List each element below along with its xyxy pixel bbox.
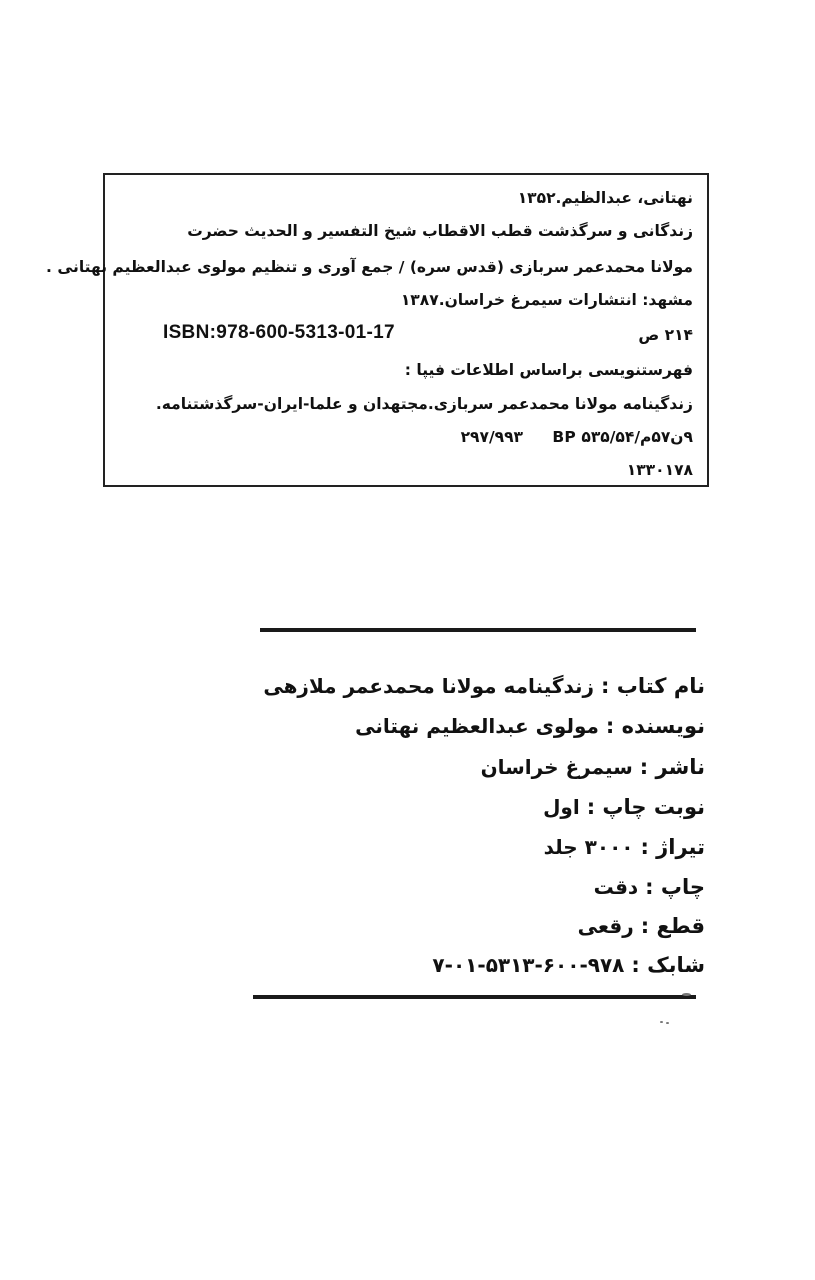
cip-pages: ۲۱۴ ص	[638, 326, 693, 344]
info-print-run	[544, 835, 705, 859]
info-edition	[543, 795, 705, 819]
scan-speck	[682, 993, 691, 996]
info-edition-value: اول	[543, 795, 580, 819]
info-print-run-key: تیراژ :	[640, 835, 705, 859]
info-book-title-key: نام کتاب :	[601, 674, 705, 698]
cip-title-line-2: مولانا محمدعمر سربازی (قدس سره) / جمع آوری و تنظیم مولوی عبدالعظیم نهتانی .	[46, 258, 693, 276]
info-printer-key: چاپ :	[645, 875, 705, 899]
info-author-value: مولوی عبدالعظیم نهتانی	[355, 714, 599, 738]
info-isbn	[432, 953, 705, 977]
cip-subjects: زندگینامه مولانا محمدعمر سربازی.مجتهدان و علما-ایران-سرگذشتنامه.	[155, 395, 693, 413]
info-publisher	[481, 755, 705, 779]
info-publisher-value: سیمرغ خراسان	[480, 755, 633, 779]
scan-speck	[660, 1021, 663, 1023]
info-author	[355, 714, 705, 738]
info-publisher-key: ناشر :	[639, 755, 705, 779]
cip-dewey: ۲۹۷/۹۹۳	[460, 428, 523, 446]
cip-title-line-1: زندگانی و سرگذشت قطب الاقطاب شیخ التفسیر و الحدیث حضرت	[187, 222, 693, 240]
info-printer	[594, 875, 705, 899]
info-edition-key: نوبت چاپ :	[586, 795, 705, 819]
info-print-run-value: ۳۰۰۰ جلد	[543, 835, 634, 859]
info-printer-value: دقت	[593, 875, 639, 899]
info-format	[578, 914, 705, 938]
info-book-title	[263, 674, 705, 698]
cip-national-number: ۱۳۳۰۱۷۸	[626, 461, 693, 479]
info-author-key: نویسنده :	[605, 714, 705, 738]
cip-author-line: نهتانی، عبدالظیم.۱۳۵۲	[517, 189, 693, 207]
cip-isbn: ISBN:978-600-5313-01-17	[163, 322, 395, 343]
cip-classification: ۹ن۵۷م/۵۳۵/۵۴ BP	[552, 428, 693, 446]
top-divider	[260, 628, 696, 632]
info-format-key: قطع :	[640, 914, 705, 938]
info-book-title-value: زندگینامه مولانا محمدعمر ملازهی	[263, 674, 595, 698]
info-isbn-key: شابک :	[631, 953, 705, 977]
bottom-divider	[253, 995, 696, 999]
cip-fipa-note: فهرستنویسی براساس اطلاعات فیپا :	[404, 361, 693, 379]
info-format-value: رقعی	[577, 914, 634, 938]
cataloging-in-publication-box	[46, 173, 709, 487]
info-isbn-value: ۹۷۸-۶۰۰-۵۳۱۳-۰۱-۷	[432, 953, 625, 977]
cip-publisher-line: مشهد: انتشارات سیمرغ خراسان.۱۳۸۷	[400, 291, 693, 309]
scan-speck	[666, 1022, 669, 1024]
